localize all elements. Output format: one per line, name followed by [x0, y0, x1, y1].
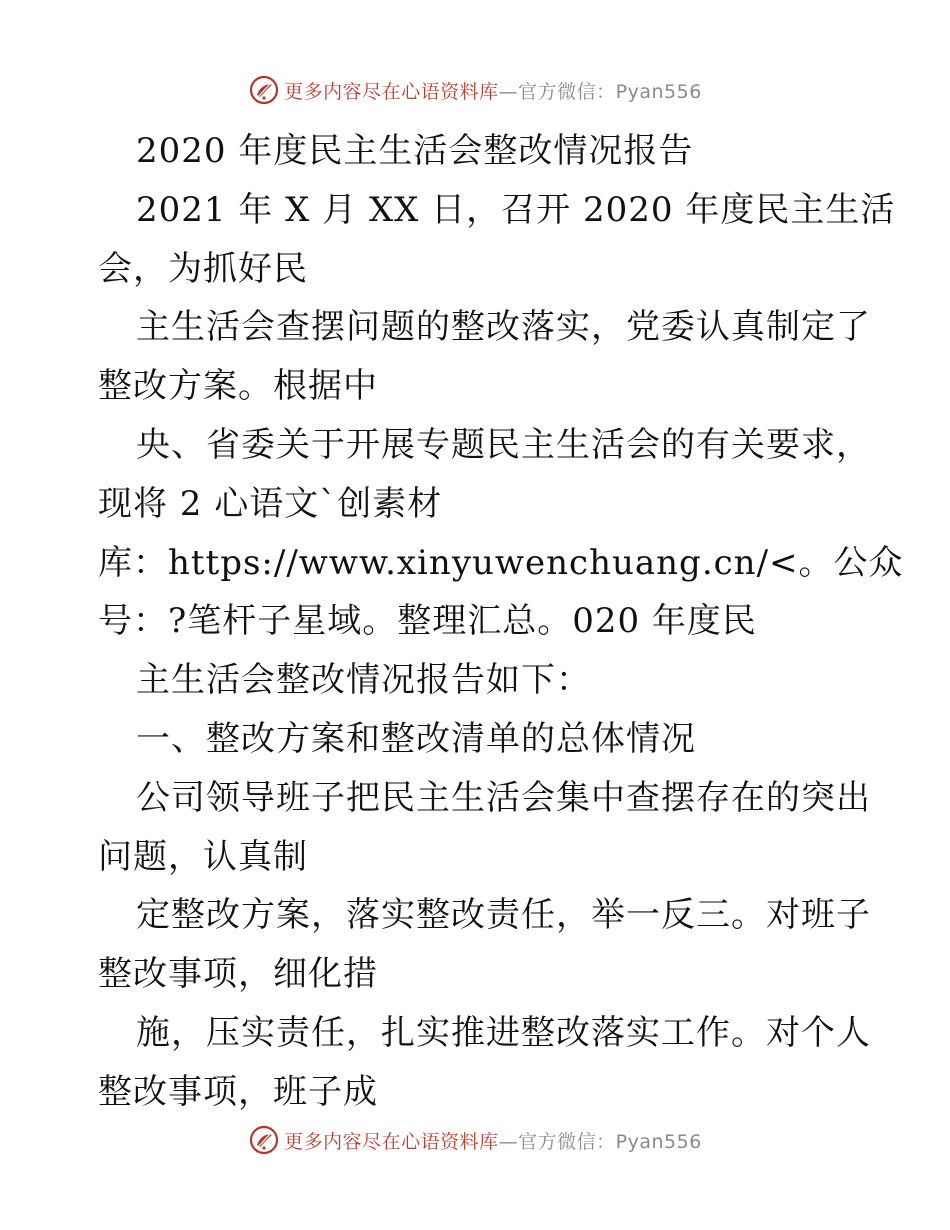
paragraph-line: 现将 2 心语文`创素材: [98, 483, 443, 524]
banner-text: [284, 77, 702, 104]
document-title: 2020 年度民主生活会整改情况报告: [136, 131, 694, 171]
paragraph-line: 会，为抓好民: [98, 248, 308, 289]
banner-main-text: 更多内容尽在心语资料库: [284, 80, 499, 103]
banner-wechat-text: —官方微信：Pyan556: [498, 80, 702, 103]
banner-text: [284, 1127, 702, 1154]
paragraph-line: 整改方案。根据中: [98, 366, 378, 407]
paragraph-line: 主生活会整改情况报告如下：: [136, 660, 591, 701]
banner-wechat-text: —官方微信：Pyan556: [498, 1130, 702, 1153]
paragraph-line: 定整改方案，落实整改责任，举一反三。对班子: [136, 895, 871, 936]
paragraph-line: 整改事项，细化措: [98, 954, 378, 995]
paragraph-line: 施，压实责任，扎实推进整改落实工作。对个人: [136, 1012, 871, 1053]
header-banner: [0, 70, 950, 110]
paragraph-line: 问题，认真制: [98, 836, 308, 877]
logo-icon: [248, 74, 280, 106]
paragraph-line: 主生活会查摆问题的整改落实，党委认真制定了: [136, 307, 871, 348]
section-heading: 一、整改方案和整改清单的总体情况: [136, 718, 696, 759]
logo-icon: [248, 1124, 280, 1156]
banner-main-text: 更多内容尽在心语资料库: [284, 1130, 499, 1153]
paragraph-line: 2021 年 X 月 XX 日，召开 2020 年度民主生活: [136, 189, 896, 230]
document-body: [98, 122, 904, 1122]
footer-banner: [0, 1120, 950, 1160]
paragraph-line: 号：?笔杆子星域。整理汇总。020 年度民: [98, 601, 757, 642]
paragraph-line: 库：https://www.xinyuwenchuang.cn/<。公众: [98, 542, 904, 583]
paragraph-line: 央、省委关于开展专题民主生活会的有关要求，: [136, 424, 871, 465]
paragraph-line: 整改事项，班子成: [98, 1071, 378, 1112]
paragraph-line: 公司领导班子把民主生活会集中查摆存在的突出: [136, 777, 871, 818]
